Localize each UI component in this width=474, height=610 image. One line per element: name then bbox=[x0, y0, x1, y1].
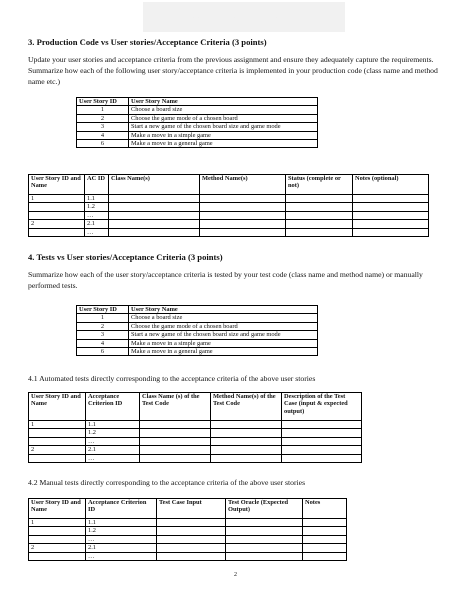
table-row bbox=[77, 106, 318, 114]
table-cell: Make a move in a general game bbox=[129, 348, 318, 356]
table-cell: Choose a board size bbox=[129, 314, 318, 322]
table-cell: 3 bbox=[77, 123, 129, 131]
table-cell: 2 bbox=[29, 544, 86, 552]
section-4-paragraph: Summarize how each of the user story/acceptance criteria is tested by your test code (class name and method name) or manually performed tests. bbox=[28, 270, 423, 291]
table-cell bbox=[29, 535, 86, 543]
table-cell bbox=[29, 454, 86, 462]
section-3-paragraph: Update your user stories and acceptance criteria from the previous assignment and ensure they adequately capture the requirements. Summarize how each of the following user story/acceptance criteria is implemented in your production code (class name and method name etc.) bbox=[28, 55, 438, 87]
table-cell: 1.1 bbox=[86, 519, 157, 527]
table-row bbox=[77, 131, 318, 139]
table-cell bbox=[29, 429, 86, 437]
automated-tests-heading: 4.1 Automated tests directly corresponding to the acceptance criteria of the above user stories bbox=[28, 374, 316, 383]
table-cell: 2 bbox=[77, 322, 129, 330]
table-row bbox=[77, 331, 318, 339]
table-cell: 1 bbox=[29, 519, 86, 527]
table-row bbox=[29, 535, 347, 543]
table-cell: … bbox=[86, 454, 140, 462]
section-3-implementation-table bbox=[28, 174, 429, 237]
table-cell: 2.1 bbox=[86, 446, 140, 454]
column-header: Method Name(s) bbox=[200, 175, 286, 195]
column-header: Acceptance Criterion ID bbox=[86, 393, 140, 421]
table-cell: 6 bbox=[77, 140, 129, 148]
table-cell: Choose the game mode of a chosen board bbox=[129, 114, 318, 122]
table-cell: 2 bbox=[29, 220, 85, 228]
column-header: Status (complete or not) bbox=[286, 175, 353, 195]
column-header: AC ID bbox=[85, 175, 109, 195]
table-cell: 4 bbox=[77, 339, 129, 347]
table-row bbox=[29, 552, 347, 560]
column-header: Test Case Input bbox=[157, 499, 226, 519]
table-cell: 1 bbox=[29, 421, 86, 429]
table-row bbox=[29, 446, 362, 454]
table-cell: Choose the game mode of a chosen board bbox=[129, 322, 318, 330]
column-header: Acceptance Criterion ID bbox=[86, 499, 157, 519]
table-cell: … bbox=[85, 228, 109, 236]
column-header: User Story Name bbox=[129, 98, 318, 106]
table-cell bbox=[29, 437, 86, 445]
table-cell: 3 bbox=[77, 331, 129, 339]
page-number: 2 bbox=[234, 572, 237, 578]
column-header: User Story Name bbox=[129, 306, 318, 314]
column-header: Class Name (s) of the Test Code bbox=[140, 393, 211, 421]
table-cell: 1.1 bbox=[86, 421, 140, 429]
section-4-heading: 4. Tests vs User stories/Acceptance Criteria (3 points) bbox=[28, 252, 223, 262]
column-header: User Story ID bbox=[77, 98, 129, 106]
table-cell: 2 bbox=[77, 114, 129, 122]
column-header: Notes bbox=[303, 499, 347, 519]
column-header: User Story ID and Name bbox=[29, 393, 86, 421]
column-header: Description of the Test Case (input & expected output) bbox=[282, 393, 362, 421]
table-cell: 1.2 bbox=[86, 429, 140, 437]
table-row bbox=[77, 348, 318, 356]
table-cell: Make a move in a general game bbox=[129, 140, 318, 148]
table-row bbox=[29, 421, 362, 429]
column-header: User Story ID bbox=[77, 306, 129, 314]
table-row bbox=[77, 114, 318, 122]
automated-tests-table bbox=[28, 392, 362, 463]
table-row bbox=[29, 228, 429, 236]
column-header: User Story ID and Name bbox=[29, 175, 85, 195]
table-cell bbox=[29, 228, 85, 236]
table-cell: 1 bbox=[29, 195, 85, 203]
section-4-story-table bbox=[76, 305, 318, 356]
table-cell: 2.1 bbox=[85, 220, 109, 228]
table-row bbox=[77, 314, 318, 322]
table-cell: 1.2 bbox=[85, 203, 109, 211]
manual-tests-table bbox=[28, 498, 347, 561]
table-cell: 4 bbox=[77, 131, 129, 139]
table-cell bbox=[29, 527, 86, 535]
table-cell: 6 bbox=[77, 348, 129, 356]
manual-tests-heading: 4.2 Manual tests directly corresponding to the acceptance criteria of the above user stories bbox=[28, 478, 306, 487]
column-header: Test Oracle (Expected Output) bbox=[226, 499, 303, 519]
table-row bbox=[29, 527, 347, 535]
section-3-story-table bbox=[76, 97, 318, 148]
table-row bbox=[29, 195, 429, 203]
section-3-heading: 3. Production Code vs User stories/Acceptance Criteria (3 points) bbox=[28, 37, 267, 47]
column-header: Method Name(s) of the Test Code bbox=[211, 393, 282, 421]
table-row bbox=[29, 429, 362, 437]
table-row bbox=[77, 123, 318, 131]
table-cell: … bbox=[86, 535, 157, 543]
column-header: Notes (optional) bbox=[353, 175, 429, 195]
table-cell bbox=[29, 211, 85, 219]
table-cell: Start a new game of the chosen board size and game mode bbox=[129, 123, 318, 131]
table-row bbox=[29, 544, 347, 552]
column-header: Class Name(s) bbox=[109, 175, 200, 195]
column-header: User Story ID and Name bbox=[29, 499, 86, 519]
table-row bbox=[77, 322, 318, 330]
table-cell: 2 bbox=[29, 446, 86, 454]
table-cell: 1.2 bbox=[86, 527, 157, 535]
table-cell: 1 bbox=[77, 314, 129, 322]
table-row bbox=[29, 203, 429, 211]
table-row bbox=[29, 454, 362, 462]
table-cell: Make a move in a simple game bbox=[129, 131, 318, 139]
header-banner-text: Moodle | Learning Resources bbox=[185, 12, 303, 22]
table-cell bbox=[29, 203, 85, 211]
table-cell: … bbox=[86, 552, 157, 560]
table-cell: Make a move in a simple game bbox=[129, 339, 318, 347]
table-row bbox=[77, 140, 318, 148]
table-cell: … bbox=[86, 437, 140, 445]
table-cell bbox=[29, 552, 86, 560]
table-cell: 2.1 bbox=[86, 544, 157, 552]
table-row bbox=[29, 220, 429, 228]
table-cell: Choose a board size bbox=[129, 106, 318, 114]
table-row bbox=[29, 211, 429, 219]
table-row bbox=[29, 519, 347, 527]
table-cell: … bbox=[85, 211, 109, 219]
table-cell: 1 bbox=[77, 106, 129, 114]
table-row bbox=[29, 437, 362, 445]
table-row bbox=[77, 339, 318, 347]
table-cell: 1.1 bbox=[85, 195, 109, 203]
header-banner bbox=[143, 2, 345, 32]
table-cell: Start a new game of the chosen board size and game mode bbox=[129, 331, 318, 339]
